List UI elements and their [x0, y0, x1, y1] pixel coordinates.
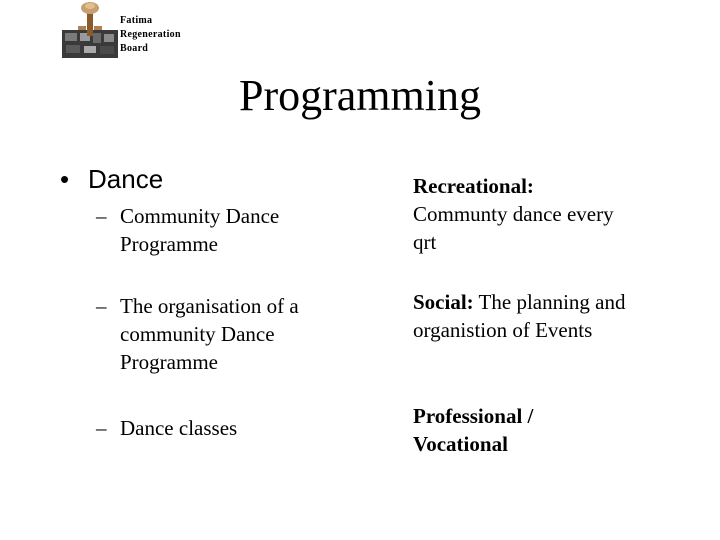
category-text: Communty dance every qrt: [413, 202, 614, 254]
bullet-label: Dance: [88, 164, 164, 194]
logo-line: Regeneration: [120, 29, 181, 40]
logo-line: Fatima: [120, 15, 153, 26]
category-text: The planning and organistion of Events: [413, 290, 626, 342]
logo-text: [120, 14, 181, 56]
logo: [60, 0, 120, 60]
sub-bullet-text: Dance classes: [120, 416, 238, 440]
category-label: Social:: [413, 290, 474, 314]
sub-bullet: [96, 414, 340, 442]
category-social: [413, 288, 633, 344]
bullet-dot-icon: •: [60, 164, 70, 194]
bullet-dance: [60, 164, 163, 194]
logo-line: Board: [120, 43, 149, 54]
sub-bullet-text: The organisation of a community Dance Programme: [120, 294, 299, 374]
category-label: Professional / Vocational: [413, 404, 534, 456]
dash-icon: –: [96, 294, 107, 318]
dash-icon: –: [96, 204, 107, 228]
sub-bullet: [96, 202, 340, 258]
dash-icon: –: [96, 416, 107, 440]
regeneration-board-logo-icon: [60, 0, 120, 60]
category-recreational: [413, 172, 633, 256]
sub-bullet-text: Community Dance Programme: [120, 204, 280, 256]
category-professional: [413, 402, 583, 458]
sub-bullet: [96, 292, 340, 376]
slide-title: Programming: [239, 71, 481, 120]
category-label: Recreational:: [413, 174, 534, 198]
